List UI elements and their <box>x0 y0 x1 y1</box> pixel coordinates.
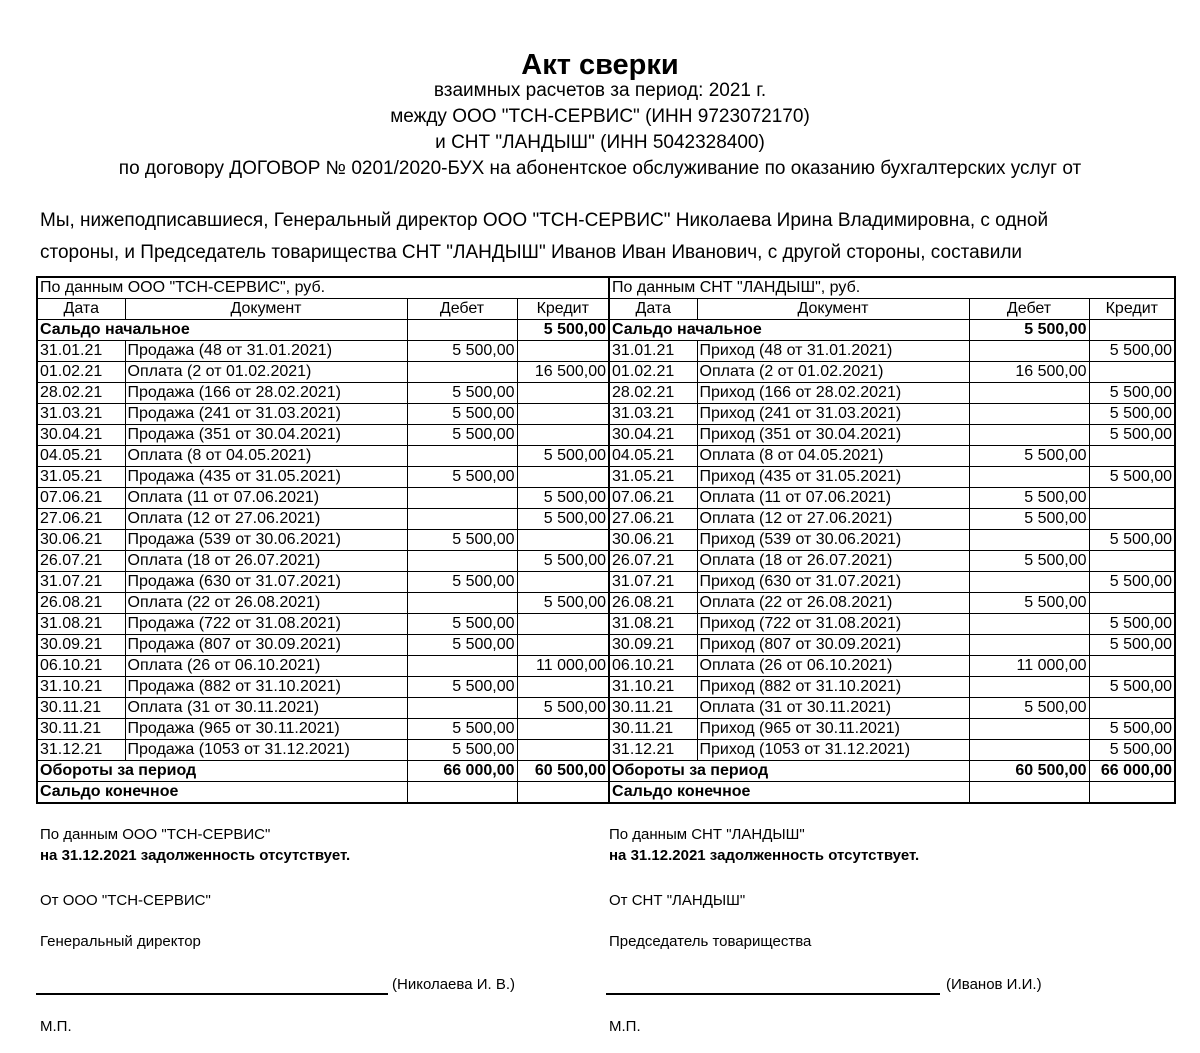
table-row <box>37 656 1175 677</box>
opening-balance-row <box>37 320 1175 341</box>
left-credit: 5 500,00 <box>517 698 609 719</box>
right-debit: 5 500,00 <box>969 488 1089 509</box>
left-date: 30.11.21 <box>37 719 125 740</box>
left-document: Продажа (630 от 31.07.2021) <box>125 572 407 593</box>
right-document: Приход (882 от 31.10.2021) <box>697 677 969 698</box>
left-date: 07.06.21 <box>37 488 125 509</box>
left-document: Оплата (2 от 01.02.2021) <box>125 362 407 383</box>
document-title: Акт сверки <box>521 49 679 81</box>
right-date: 06.10.21 <box>609 656 697 677</box>
left-document: Продажа (48 от 31.01.2021) <box>125 341 407 362</box>
left-credit <box>517 635 609 656</box>
right-credit: 5 500,00 <box>1089 383 1175 404</box>
turnover-label: Обороты за период <box>609 761 969 782</box>
turnover-right-debit: 60 500,00 <box>969 761 1089 782</box>
right-debit <box>969 614 1089 635</box>
left-debit: 5 500,00 <box>407 425 517 446</box>
right-date: 31.10.21 <box>609 677 697 698</box>
left-stamp-label: М.П. <box>40 1018 72 1035</box>
right-credit: 5 500,00 <box>1089 572 1175 593</box>
intro-line-2: стороны, и Председатель товарищества СНТ "ЛАНДЫШ" Иванов Иван Иванович, с другой стороны, составили <box>40 242 1023 263</box>
right-credit: 5 500,00 <box>1089 530 1175 551</box>
left-debit <box>407 593 517 614</box>
right-document: Оплата (18 от 26.07.2021) <box>697 551 969 572</box>
left-date: 31.12.21 <box>37 740 125 761</box>
right-debit <box>969 572 1089 593</box>
left-debit <box>407 509 517 530</box>
right-date: 26.08.21 <box>609 593 697 614</box>
right-credit: 5 500,00 <box>1089 635 1175 656</box>
col-header-debit: Дебет <box>407 299 517 320</box>
subtitle-contract: по договору ДОГОВОР № 0201/2020-БУХ на абонентское обслуживание по оказанию бухгалтерских услуг от <box>118 158 1082 179</box>
left-date: 31.01.21 <box>37 341 125 362</box>
table-row <box>37 572 1175 593</box>
left-date: 28.02.21 <box>37 383 125 404</box>
left-date: 30.09.21 <box>37 635 125 656</box>
opening-right-credit <box>1089 320 1175 341</box>
left-credit <box>517 614 609 635</box>
right-document: Оплата (26 от 06.10.2021) <box>697 656 969 677</box>
closing-left-credit <box>517 782 609 804</box>
left-debit: 5 500,00 <box>407 635 517 656</box>
right-debit: 5 500,00 <box>969 593 1089 614</box>
right-credit: 5 500,00 <box>1089 404 1175 425</box>
closing-right-credit <box>1089 782 1175 804</box>
left-credit: 5 500,00 <box>517 509 609 530</box>
closing-left-debit <box>407 782 517 804</box>
right-debit <box>969 740 1089 761</box>
left-credit <box>517 341 609 362</box>
right-document: Оплата (12 от 27.06.2021) <box>697 509 969 530</box>
right-credit: 5 500,00 <box>1089 719 1175 740</box>
table-row <box>37 362 1175 383</box>
subtitle-period: взаимных расчетов за период: 2021 г. <box>433 80 767 101</box>
right-debit: 5 500,00 <box>969 698 1089 719</box>
opening-balance-label: Сальдо начальное <box>37 320 407 341</box>
right-table-title: По данным СНТ "ЛАНДЫШ", руб. <box>609 277 1175 299</box>
left-document: Продажа (965 от 30.11.2021) <box>125 719 407 740</box>
right-date: 26.07.21 <box>609 551 697 572</box>
right-document: Приход (241 от 31.03.2021) <box>697 404 969 425</box>
left-credit: 5 500,00 <box>517 488 609 509</box>
left-debit <box>407 488 517 509</box>
left-signer-name: (Николаева И. В.) <box>392 976 515 993</box>
right-debit: 5 500,00 <box>969 551 1089 572</box>
right-credit <box>1089 446 1175 467</box>
left-date: 30.06.21 <box>37 530 125 551</box>
left-document: Продажа (166 от 28.02.2021) <box>125 383 407 404</box>
right-credit: 5 500,00 <box>1089 677 1175 698</box>
col-header-debit: Дебет <box>969 299 1089 320</box>
right-document: Оплата (31 от 30.11.2021) <box>697 698 969 719</box>
left-credit <box>517 740 609 761</box>
left-footer-status: на 31.12.2021 задолженность отсутствует. <box>40 847 351 864</box>
left-document: Оплата (26 от 06.10.2021) <box>125 656 407 677</box>
table-row <box>37 530 1175 551</box>
opening-left-debit <box>407 320 517 341</box>
intro-line-1: Мы, нижеподписавшиеся, Генеральный директор ООО "ТСН-СЕРВИС" Николаева Ирина Владимировна, с одной <box>40 210 1049 231</box>
right-debit <box>969 677 1089 698</box>
right-date: 31.03.21 <box>609 404 697 425</box>
left-debit <box>407 446 517 467</box>
left-document: Продажа (722 от 31.08.2021) <box>125 614 407 635</box>
closing-balance-label: Сальдо конечное <box>609 782 969 804</box>
right-credit <box>1089 488 1175 509</box>
right-document: Приход (539 от 30.06.2021) <box>697 530 969 551</box>
right-document: Приход (807 от 30.09.2021) <box>697 635 969 656</box>
left-credit <box>517 425 609 446</box>
column-header-row <box>37 299 1175 320</box>
left-debit: 5 500,00 <box>407 572 517 593</box>
right-debit: 11 000,00 <box>969 656 1089 677</box>
right-footer-from: От СНТ "ЛАНДЫШ" <box>609 892 746 909</box>
col-header-document: Документ <box>125 299 407 320</box>
right-credit: 5 500,00 <box>1089 740 1175 761</box>
turnover-right-credit: 66 000,00 <box>1089 761 1175 782</box>
right-debit: 5 500,00 <box>969 509 1089 530</box>
closing-balance-row <box>37 782 1175 804</box>
col-header-date: Дата <box>609 299 697 320</box>
subtitle-parties-2: и СНТ "ЛАНДЫШ" (ИНН 5042328400) <box>435 132 765 153</box>
left-debit <box>407 656 517 677</box>
right-debit <box>969 341 1089 362</box>
table-row <box>37 698 1175 719</box>
right-date: 31.05.21 <box>609 467 697 488</box>
right-date: 31.01.21 <box>609 341 697 362</box>
col-header-credit: Кредит <box>1089 299 1175 320</box>
right-credit: 5 500,00 <box>1089 614 1175 635</box>
left-date: 31.03.21 <box>37 404 125 425</box>
right-debit: 5 500,00 <box>969 446 1089 467</box>
right-document: Приход (965 от 30.11.2021) <box>697 719 969 740</box>
right-debit <box>969 635 1089 656</box>
left-document: Оплата (22 от 26.08.2021) <box>125 593 407 614</box>
col-header-document: Документ <box>697 299 969 320</box>
table-row <box>37 404 1175 425</box>
turnover-row <box>37 761 1175 782</box>
right-credit <box>1089 656 1175 677</box>
left-date: 04.05.21 <box>37 446 125 467</box>
left-date: 31.10.21 <box>37 677 125 698</box>
col-header-credit: Кредит <box>517 299 609 320</box>
opening-balance-label: Сальдо начальное <box>609 320 969 341</box>
table-row <box>37 593 1175 614</box>
left-document: Продажа (1053 от 31.12.2021) <box>125 740 407 761</box>
right-date: 28.02.21 <box>609 383 697 404</box>
right-footer-position: Председатель товарищества <box>609 933 812 950</box>
right-date: 01.02.21 <box>609 362 697 383</box>
right-footer-status: на 31.12.2021 задолженность отсутствует. <box>609 847 920 864</box>
table-row <box>37 488 1175 509</box>
right-date: 27.06.21 <box>609 509 697 530</box>
table-row <box>37 341 1175 362</box>
left-debit: 5 500,00 <box>407 404 517 425</box>
left-credit <box>517 383 609 404</box>
right-credit <box>1089 362 1175 383</box>
subtitle-parties-1: между ООО "ТСН-СЕРВИС" (ИНН 9723072170) <box>390 106 810 127</box>
right-credit <box>1089 593 1175 614</box>
right-debit <box>969 425 1089 446</box>
left-debit <box>407 698 517 719</box>
opening-right-debit: 5 500,00 <box>969 320 1089 341</box>
left-credit: 5 500,00 <box>517 593 609 614</box>
left-credit <box>517 467 609 488</box>
table-row <box>37 677 1175 698</box>
left-document: Продажа (351 от 30.04.2021) <box>125 425 407 446</box>
right-date: 30.09.21 <box>609 635 697 656</box>
left-document: Оплата (18 от 26.07.2021) <box>125 551 407 572</box>
table-row <box>37 551 1175 572</box>
right-credit <box>1089 698 1175 719</box>
left-table-title: По данным ООО "ТСН-СЕРВИС", руб. <box>37 277 609 299</box>
table-row <box>37 719 1175 740</box>
right-debit: 16 500,00 <box>969 362 1089 383</box>
left-credit: 11 000,00 <box>517 656 609 677</box>
table-row <box>37 383 1175 404</box>
left-date: 27.06.21 <box>37 509 125 530</box>
right-debit <box>969 404 1089 425</box>
turnover-left-credit: 60 500,00 <box>517 761 609 782</box>
left-date: 31.05.21 <box>37 467 125 488</box>
table-row <box>37 509 1175 530</box>
right-signer-name: (Иванов И.И.) <box>946 976 1042 993</box>
left-document: Оплата (31 от 30.11.2021) <box>125 698 407 719</box>
left-date: 30.04.21 <box>37 425 125 446</box>
right-document: Приход (435 от 31.05.2021) <box>697 467 969 488</box>
table-title-row <box>37 277 1175 299</box>
right-date: 30.11.21 <box>609 719 697 740</box>
right-document: Приход (1053 от 31.12.2021) <box>697 740 969 761</box>
left-date: 06.10.21 <box>37 656 125 677</box>
left-credit <box>517 719 609 740</box>
opening-left-credit: 5 500,00 <box>517 320 609 341</box>
right-document: Оплата (22 от 26.08.2021) <box>697 593 969 614</box>
right-credit <box>1089 551 1175 572</box>
left-date: 30.11.21 <box>37 698 125 719</box>
right-debit <box>969 530 1089 551</box>
left-footer-by: По данным ООО "ТСН-СЕРВИС" <box>40 826 271 843</box>
right-document: Оплата (11 от 07.06.2021) <box>697 488 969 509</box>
right-signature-line <box>606 993 940 995</box>
left-debit: 5 500,00 <box>407 677 517 698</box>
left-document: Оплата (12 от 27.06.2021) <box>125 509 407 530</box>
left-document: Продажа (241 от 31.03.2021) <box>125 404 407 425</box>
right-stamp-label: М.П. <box>609 1018 641 1035</box>
left-document: Продажа (807 от 30.09.2021) <box>125 635 407 656</box>
left-date: 31.08.21 <box>37 614 125 635</box>
left-document: Продажа (435 от 31.05.2021) <box>125 467 407 488</box>
right-document: Приход (166 от 28.02.2021) <box>697 383 969 404</box>
left-debit: 5 500,00 <box>407 341 517 362</box>
right-date: 04.05.21 <box>609 446 697 467</box>
left-debit: 5 500,00 <box>407 383 517 404</box>
right-credit: 5 500,00 <box>1089 425 1175 446</box>
table-row <box>37 467 1175 488</box>
right-date: 31.08.21 <box>609 614 697 635</box>
left-date: 31.07.21 <box>37 572 125 593</box>
turnover-label: Обороты за период <box>37 761 407 782</box>
left-debit <box>407 362 517 383</box>
left-date: 26.07.21 <box>37 551 125 572</box>
right-credit: 5 500,00 <box>1089 341 1175 362</box>
right-date: 30.04.21 <box>609 425 697 446</box>
right-date: 30.06.21 <box>609 530 697 551</box>
left-credit <box>517 404 609 425</box>
right-document: Приход (722 от 31.08.2021) <box>697 614 969 635</box>
left-credit <box>517 677 609 698</box>
right-credit: 5 500,00 <box>1089 467 1175 488</box>
left-footer-position: Генеральный директор <box>40 933 201 950</box>
reconciliation-table <box>36 276 1176 804</box>
left-debit: 5 500,00 <box>407 614 517 635</box>
table-row <box>37 740 1175 761</box>
right-debit <box>969 719 1089 740</box>
closing-right-debit <box>969 782 1089 804</box>
left-credit <box>517 572 609 593</box>
right-debit <box>969 467 1089 488</box>
right-document: Приход (351 от 30.04.2021) <box>697 425 969 446</box>
right-date: 07.06.21 <box>609 488 697 509</box>
table-row <box>37 614 1175 635</box>
left-credit: 16 500,00 <box>517 362 609 383</box>
right-debit <box>969 383 1089 404</box>
right-date: 30.11.21 <box>609 698 697 719</box>
left-document: Продажа (539 от 30.06.2021) <box>125 530 407 551</box>
left-debit: 5 500,00 <box>407 530 517 551</box>
left-date: 26.08.21 <box>37 593 125 614</box>
left-debit: 5 500,00 <box>407 467 517 488</box>
right-document: Приход (48 от 31.01.2021) <box>697 341 969 362</box>
left-date: 01.02.21 <box>37 362 125 383</box>
right-date: 31.12.21 <box>609 740 697 761</box>
left-footer-from: От ООО "ТСН-СЕРВИС" <box>40 892 211 909</box>
left-credit: 5 500,00 <box>517 551 609 572</box>
left-signature-line <box>36 993 388 995</box>
left-debit: 5 500,00 <box>407 740 517 761</box>
right-footer-by: По данным СНТ "ЛАНДЫШ" <box>609 826 805 843</box>
left-credit <box>517 530 609 551</box>
left-document: Оплата (11 от 07.06.2021) <box>125 488 407 509</box>
turnover-left-debit: 66 000,00 <box>407 761 517 782</box>
right-date: 31.07.21 <box>609 572 697 593</box>
left-document: Продажа (882 от 31.10.2021) <box>125 677 407 698</box>
table-row <box>37 425 1175 446</box>
table-row <box>37 446 1175 467</box>
right-credit <box>1089 509 1175 530</box>
right-document: Оплата (8 от 04.05.2021) <box>697 446 969 467</box>
table-row <box>37 635 1175 656</box>
left-credit: 5 500,00 <box>517 446 609 467</box>
left-debit <box>407 551 517 572</box>
right-document: Приход (630 от 31.07.2021) <box>697 572 969 593</box>
right-document: Оплата (2 от 01.02.2021) <box>697 362 969 383</box>
left-debit: 5 500,00 <box>407 719 517 740</box>
left-document: Оплата (8 от 04.05.2021) <box>125 446 407 467</box>
closing-balance-label: Сальдо конечное <box>37 782 407 804</box>
col-header-date: Дата <box>37 299 125 320</box>
